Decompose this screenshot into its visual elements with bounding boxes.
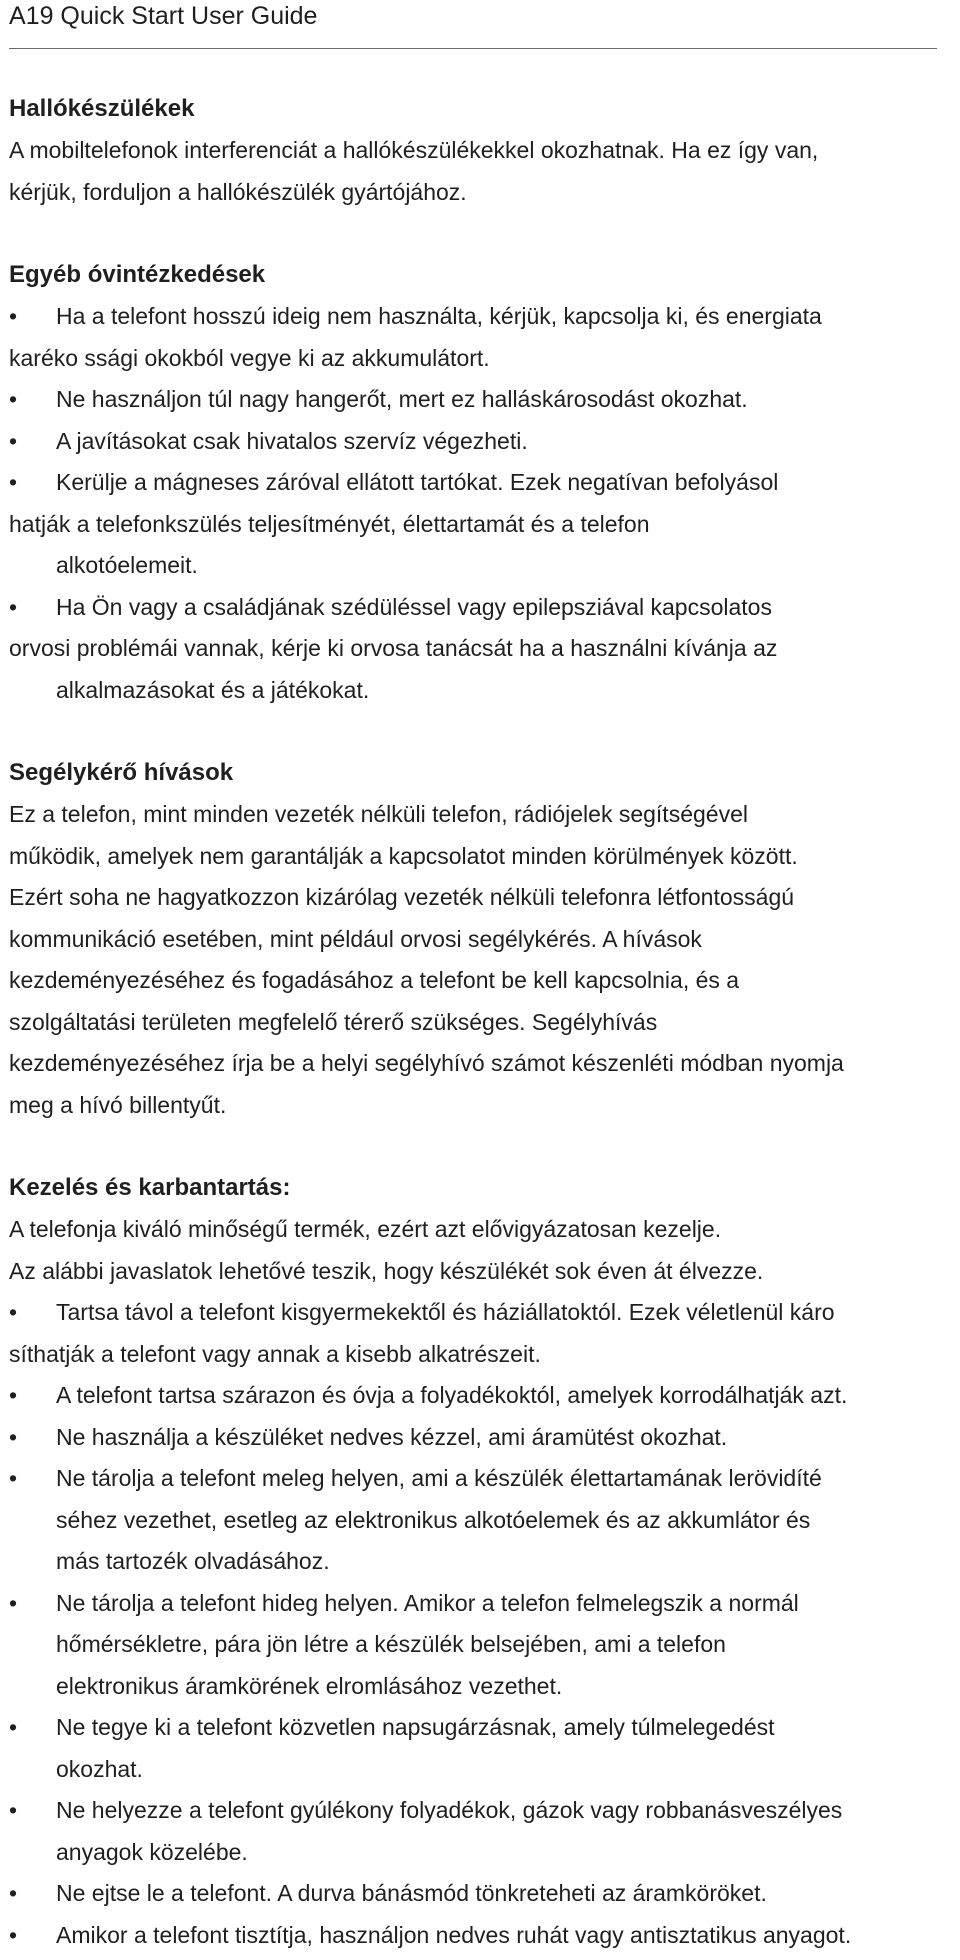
list-item-continuation: alkalmazásokat és a játékokat.: [56, 676, 370, 703]
paragraph-line: kezdeményezéséhez írja be a helyi segélyhívó számot készenléti módban nyomja: [9, 1050, 844, 1076]
list-item-text: séhez vezethet, esetleg az elektronikus alkotóelemek és az akkumlátor és: [56, 1506, 811, 1533]
section-heading: Kezelés és karbantartás:: [9, 1174, 291, 1201]
bullet: •: [9, 1714, 18, 1740]
paragraph-line: működik, amelyek nem garantálják a kapcsolatot minden körülmények között.: [9, 842, 798, 869]
list-item: [9, 1292, 954, 1375]
paragraph-line: kérjük, forduljon a hallókészülék gyártójához.: [9, 178, 467, 205]
list-item: [9, 379, 954, 421]
paragraph-line: Az alábbi javaslatok lehetővé teszik, hogy készülékét sok éven át élvezze.: [9, 1257, 764, 1284]
paragraph-line: meg a hívó billentyűt.: [9, 1091, 227, 1118]
list-item-text: Ha Ön vagy a családjának szédüléssel vagy epilepsziával kapcsolatos: [56, 593, 772, 620]
paragraph-line: Ez a telefon, mint minden vezeték nélküli telefon, rádiójelek segítségével: [9, 801, 748, 827]
list-item: [9, 1417, 954, 1459]
bullet: •: [9, 593, 18, 620]
bullet: •: [9, 386, 18, 412]
list-item-text: Tartsa távol a telefont kisgyermekektől és háziállatoktól. Ezek véletlenül káro: [56, 1299, 835, 1325]
list-item-continuation: síthatják a telefont vagy annak a kisebb alkatrészeit.: [9, 1340, 541, 1367]
list-item-text: Ne tegye ki a telefont közvetlen napsugárzásnak, amely túlmelegedést: [56, 1714, 775, 1740]
list-item-text: okozhat.: [56, 1755, 143, 1782]
bullet: •: [9, 1589, 18, 1616]
bullet: •: [9, 1921, 18, 1948]
bullet: •: [9, 1465, 18, 1491]
document-body: [9, 88, 954, 1956]
list-item: [9, 1707, 954, 1790]
bullet: •: [9, 427, 18, 454]
list-item: [9, 1583, 954, 1708]
list-item-continuation: orvosi problémái vannak, kérje ki orvosa tanácsát ha a használni kívánja az: [9, 635, 778, 661]
bullet: •: [9, 1423, 18, 1450]
list-item-text: A telefont tartsa szárazon és óvja a folyadékoktól, amelyek korrodálhatják azt.: [56, 1382, 848, 1408]
paragraph-line: kezdeményezéséhez és fogadásához a telefont be kell kapcsolnia, és a: [9, 967, 740, 993]
list-item: [9, 462, 954, 587]
list-item-text: Ne ejtse le a telefont. A durva bánásmód tönkreteheti az áramköröket.: [56, 1880, 767, 1906]
section-heading: Segélykérő hívások: [9, 759, 234, 786]
list-item: [9, 1458, 954, 1583]
bullet: •: [9, 1797, 18, 1823]
header-title: A19 Quick Start User Guide: [9, 2, 318, 30]
list-item-text: elektronikus áramkörének elromlásához vezethet.: [56, 1672, 563, 1699]
paragraph-line: A mobiltelefonok interferenciát a hallókészülékekkel okozhatnak. Ha ez így van,: [9, 137, 819, 163]
bullet: •: [9, 1299, 18, 1325]
list-item-text: Ne tárolja a telefont hideg helyen. Amikor a telefon felmelegszik a normál: [56, 1589, 799, 1616]
section-care-maintenance: [9, 1167, 954, 1956]
list-item-text: Ha a telefont hosszú ideig nem használta, kérjük, kapcsolja ki, és energiata: [56, 303, 822, 329]
list-item-text: Ne tárolja a telefont meleg helyen, ami a készülék élettartamának lerövidíté: [56, 1465, 822, 1491]
list-item-text: Ne használjon túl nagy hangerőt, mert ez halláskárosodást okozhat.: [56, 386, 748, 412]
list-item: [9, 587, 954, 712]
list-item: [9, 1790, 954, 1873]
bullet: •: [9, 303, 18, 329]
list-item-text: hőmérsékletre, pára jön létre a készülék belsejében, ami a telefon: [56, 1631, 726, 1657]
list-item-text: más tartozék olvadásához.: [56, 1548, 330, 1574]
page-header: [9, 0, 937, 49]
section-other-precautions: [9, 254, 954, 711]
list-item-text: A javításokat csak hivatalos szervíz végezheti.: [56, 427, 528, 454]
list-item: [9, 421, 954, 463]
bullet: •: [9, 1382, 18, 1408]
list-item-continuation: karéko ssági okokból vegye ki az akkumulátort.: [9, 344, 490, 371]
list-item: [9, 296, 954, 379]
list-item-continuation: alkotóelemeit.: [56, 552, 198, 578]
list-item: [9, 1915, 954, 1957]
bullet: •: [9, 1880, 18, 1906]
list-item-text: Amikor a telefont tisztítja, használjon nedves ruhát vagy antisztatikus anyagot.: [56, 1921, 852, 1948]
list-item: [9, 1873, 954, 1915]
section-heading: Hallókészülékek: [9, 95, 195, 122]
list-item-continuation: hatják a telefonkszülés teljesítményét, élettartamát és a telefon: [9, 510, 650, 537]
list-item-text: Ne használja a készüléket nedves kézzel, ami áramütést okozhat.: [56, 1423, 728, 1450]
section-hearing-aids: [9, 88, 954, 213]
section-emergency-calls: [9, 752, 954, 1126]
list-item-text: Ne helyezze a telefont gyúlékony folyadékok, gázok vagy robbanásveszélyes: [56, 1797, 843, 1823]
paragraph-line: kommunikáció esetében, mint például orvosi segélykérés. A hívások: [9, 925, 702, 952]
list-item-text: anyagok közelébe.: [56, 1838, 248, 1865]
bullet: •: [9, 469, 18, 495]
list-item: [9, 1375, 954, 1417]
paragraph-line: A telefonja kiváló minőségű termék, ezért azt elővigyázatosan kezelje.: [9, 1216, 722, 1242]
paragraph-line: Ezért soha ne hagyatkozzon kizárólag vezeték nélküli telefonra létfontosságú: [9, 884, 795, 910]
section-heading: Egyéb óvintézkedések: [9, 261, 266, 288]
paragraph-line: szolgáltatási területen megfelelő térerő szükséges. Segélyhívás: [9, 1008, 658, 1035]
list-item-text: Kerülje a mágneses záróval ellátott tartókat. Ezek negatívan befolyásol: [56, 469, 779, 495]
